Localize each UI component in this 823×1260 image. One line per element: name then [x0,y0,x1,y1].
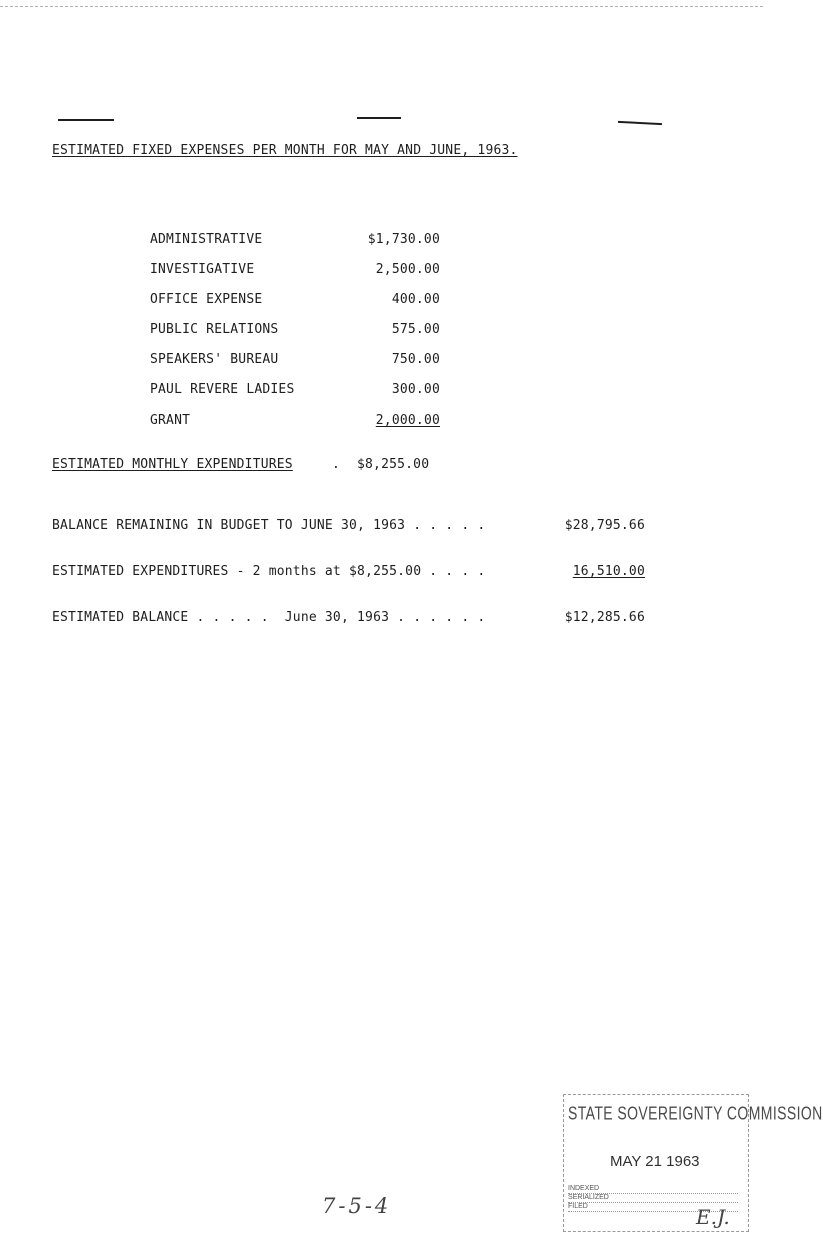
estimated-balance-label: ESTIMATED BALANCE . . . . . June 30, 1963 . . . . . . [52,610,486,625]
commission-receipt-stamp [563,1094,823,1232]
handwritten-initials: E.J. [696,1205,730,1229]
expense-label: OFFICE EXPENSE [150,292,263,307]
stamp-line-indexed: INDEXED [568,1185,738,1194]
estimated-expenditures-label: ESTIMATED EXPENDITURES - 2 months at $8,255.00 . . . . [52,564,486,579]
balance-remaining-label: BALANCE REMAINING IN BUDGET TO JUNE 30, 1963 . . . . . [52,518,486,533]
estimated-expenditures-amount: 16,510.00 [572,564,645,579]
expense-amount: 750.00 [391,352,440,367]
estimated-balance-amount: $12,285.66 [564,610,645,625]
expense-label: PUBLIC RELATIONS [150,322,279,337]
expense-amount: $1,730.00 [367,232,440,247]
expense-label: ADMINISTRATIVE [150,232,263,247]
expense-amount: 300.00 [391,382,440,397]
header-mark-left [58,119,114,121]
expense-label: GRANT [150,413,191,428]
document-title: ESTIMATED FIXED EXPENSES PER MONTH FOR MAY AND JUNE, 1963. [52,143,518,158]
stamp-title: STATE SOVEREIGNTY COMMISSION [568,1102,823,1124]
balance-remaining-amount: $28,795.66 [564,518,645,533]
expense-amount: 2,000.00 [375,413,440,428]
expense-label: PAUL REVERE LADIES [150,382,295,397]
handwritten-file-number: 7-5-4 [322,1194,392,1218]
expense-label: SPEAKERS' BUREAU [150,352,279,367]
expense-amount: 400.00 [391,292,440,307]
header-mark-right [618,121,662,125]
top-edge-rule [0,6,763,7]
expense-label: INVESTIGATIVE [150,262,255,277]
header-mark-center [357,117,401,119]
monthly-total-label: ESTIMATED MONTHLY EXPENDITURES [52,457,293,472]
stamp-line-serialized: SERIALIZED [568,1194,738,1203]
monthly-total-separator: . [332,457,341,472]
stamp-line-filed: FILED [568,1203,738,1212]
expense-amount: 2,500.00 [375,262,440,277]
expense-amount: 575.00 [391,322,440,337]
monthly-total-amount: $8,255.00 [357,457,430,472]
stamp-date: MAY 21 1963 [610,1153,700,1170]
